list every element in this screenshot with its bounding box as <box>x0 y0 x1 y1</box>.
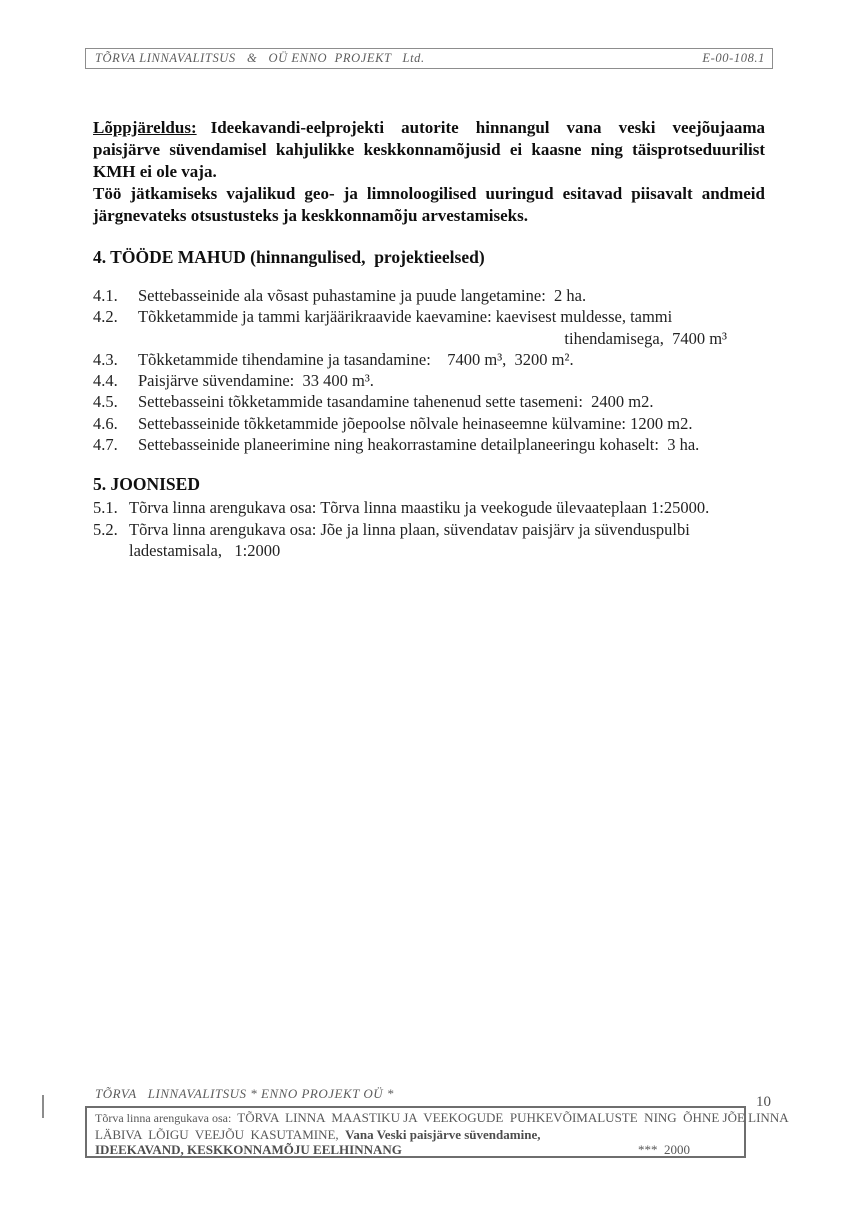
page-number: 10 <box>756 1094 771 1110</box>
list-item <box>93 413 765 434</box>
item-number: 4.3. <box>93 349 118 369</box>
item-continuation: ladestamisala, 1:2000 <box>129 540 281 560</box>
item-text: Settebasseinide tõkketammide jõepoolse nõlvale heinaseemne külvamine: 1200 m2. <box>138 413 693 433</box>
document-body <box>93 117 765 561</box>
item-continuation: tihendamisega, 7400 m³ <box>564 328 727 348</box>
header-org-title: TÕRVA LINNAVALITSUS & OÜ ENNO PROJEKT Ltd. <box>95 51 425 65</box>
item-text: Settebasseini tõkketammide tasandamine tahenenud sette tasemeni: 2400 m2. <box>138 392 654 412</box>
list-item <box>93 497 765 518</box>
footer-project-title: TÕRVA LINNA MAASTIKU JA VEEKOGUDE PUHKEVÕIMALUSTE NING ÕHNE JÕE LINNA <box>237 1110 789 1125</box>
margin-change-bar <box>42 1095 44 1118</box>
item-number: 4.6. <box>93 413 118 433</box>
item-number: 4.5. <box>93 392 118 412</box>
footer-title-line-2 <box>95 1127 736 1143</box>
item-text: Settebasseinide planeerimine ning heakorrastamine detailplaneeringu kohaselt: 3 ha. <box>138 435 700 455</box>
list-item <box>93 306 765 327</box>
list-item <box>93 434 765 455</box>
header-ref-number: E-00-108.1 <box>702 51 765 65</box>
item-text: Tõkketammide ja tammi karjäärikraavide kaevamine: kaevisest muldesse, tammi <box>138 307 673 327</box>
list-item <box>93 370 765 391</box>
footer-title-line-1 <box>95 1110 789 1127</box>
item-text: Paisjärve süvendamine: 33 400 m³. <box>138 371 374 391</box>
footer-title-block <box>85 1106 789 1158</box>
footer-doc-type: IDEEKAVAND, KESKKONNAMÕJU EELHINNANG <box>95 1142 402 1157</box>
item-number: 5.2. <box>93 519 118 539</box>
item-number: 4.4. <box>93 371 118 391</box>
footer-org-line: TÕRVA LINNAVALITSUS * ENNO PROJEKT OÜ * <box>95 1086 394 1101</box>
list-item <box>93 519 765 540</box>
item-number: 4.7. <box>93 435 118 455</box>
list-item <box>93 285 765 306</box>
section5-list <box>93 497 765 561</box>
section5-heading: 5. JOONISED <box>93 474 200 495</box>
footer-title-continued: LÄBIVA LÕIGU VEEJÕU KASUTAMINE, <box>95 1126 346 1142</box>
footer-title-line-3 <box>95 1142 736 1158</box>
conclusion-text: Ideekavandi-eelprojekti autorite hinnangul vana veski veejõujaama paisjärve süvendamisel kahjulikke keskkonnamõjusid ei kaasne ning täisprotseduurilist KMH ei ole vaja. <box>93 118 765 181</box>
item-number: 4.2. <box>93 307 118 327</box>
item-text: Tõkketammide tihendamine ja tasandamine: 7400 m³, 3200 m². <box>138 349 574 369</box>
list-item <box>93 349 765 370</box>
item-number: 5.1. <box>93 498 118 518</box>
footer-subtitle-bold: Vana Veski paisjärve süvendamine, <box>345 1126 541 1142</box>
conclusion-paragraph <box>93 117 765 183</box>
item-text: Settebasseinide ala võsast puhastamine ja puude langetamine: 2 ha. <box>138 286 587 305</box>
footer-year: *** 2000 <box>638 1142 690 1157</box>
list-item <box>93 391 765 412</box>
item-number: 4.1. <box>93 286 118 305</box>
section4-heading: 4. TÖÖDE MAHUD (hinnangulised, projektieelsed) <box>93 247 485 267</box>
conclusion-paragraph-2: Töö jätkamiseks vajalikud geo- ja limnoloogilised uuringud esitavad piisavalt andmeid järgnevateks otsustusteks ja keskkonnamõju arvestamiseks. <box>93 184 765 225</box>
section4-list <box>93 285 765 455</box>
conclusion-lead: Lõppjäreldus: <box>93 118 197 137</box>
header-box <box>85 48 773 69</box>
footer-label: Tõrva linna arengukava osa: <box>95 1111 238 1125</box>
item-text: Tõrva linna arengukava osa: Jõe ja linna plaan, süvendatav paisjärv ja süvenduspulbi <box>129 519 690 539</box>
item-text: Tõrva linna arengukava osa: Tõrva linna maastiku ja veekogude ülevaateplaan 1:25000. <box>129 498 710 518</box>
